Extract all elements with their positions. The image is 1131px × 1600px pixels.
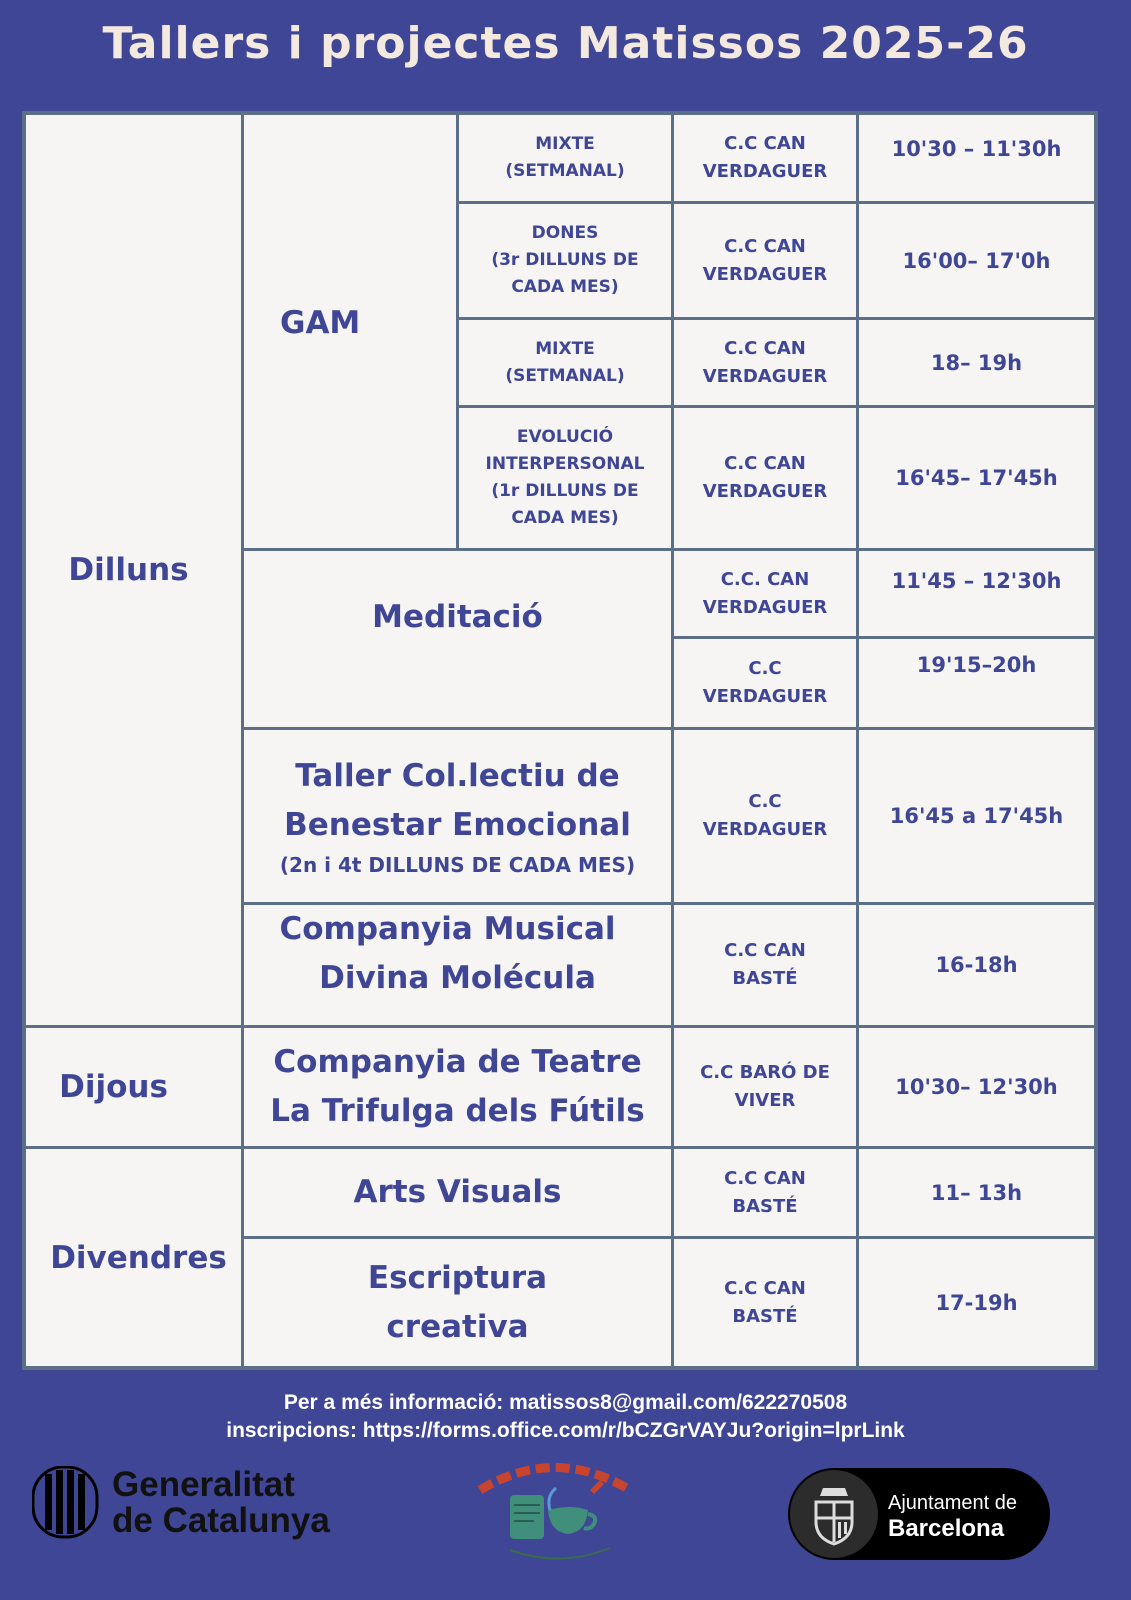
time-label: 11'45 – 12'30h [891, 569, 1062, 593]
venue-line: VERDAGUER [702, 481, 828, 502]
gam-time-1 [859, 115, 1094, 201]
activity-gam [244, 115, 456, 548]
venue-line: VERDAGUER [702, 263, 828, 285]
activity-arts-visuals [244, 1149, 671, 1236]
schedule-table [22, 111, 1098, 1370]
time-label: 18– 19h [930, 350, 1023, 375]
barcelona-shield-icon [788, 1468, 878, 1560]
time-label: 19'15–20h [916, 653, 1037, 677]
day-label: Dilluns [68, 552, 189, 588]
gam-group-4 [459, 408, 671, 548]
group-line: MIXTE [535, 134, 595, 154]
venue-line: BASTÉ [732, 1195, 798, 1217]
gam-group-1 [459, 115, 671, 201]
gam-venue-1 [674, 115, 856, 201]
gam-time-2 [859, 204, 1094, 317]
ajuntament-logo [788, 1468, 1050, 1560]
venue-line: C.C CAN [724, 1167, 806, 1189]
musical-venue [674, 905, 856, 1025]
activity-label: GAM [280, 305, 361, 341]
group-line: (1r DILLUNS DE [491, 481, 639, 501]
generalitat-line: de Catalunya [112, 1501, 330, 1540]
venue-line: C.C CAN [724, 235, 806, 257]
time-label: 10'30– 12'30h [895, 1075, 1058, 1099]
activity-label: Meditació [372, 599, 543, 635]
group-line: CADA MES) [511, 277, 619, 297]
gam-group-2 [459, 204, 671, 317]
day-monday [26, 115, 241, 1025]
venue-line: VIVER [734, 1090, 796, 1111]
activity-meditacio [244, 551, 671, 727]
group-line: MIXTE [535, 338, 595, 359]
venue-line: C.C CAN [724, 133, 806, 154]
time-label: 16'00– 17'0h [902, 248, 1051, 273]
group-line: (SETMANAL) [505, 365, 625, 386]
generalitat-name [112, 1467, 330, 1539]
venue-line: VERDAGUER [702, 686, 828, 707]
venue-line: C.C. CAN [720, 568, 810, 590]
time-label: 16'45 a 17'45h [889, 804, 1064, 828]
musical-time [859, 905, 1094, 1025]
venue-line: VERDAGUER [702, 596, 828, 618]
info-inscripcions[interactable]: inscripcions: https://forms.office.com/r/bCZGrVAYJu?origin=lprLink [226, 1419, 905, 1442]
day-label: Dijous [59, 1069, 168, 1105]
group-line: EVOLUCIÓ [516, 427, 614, 447]
generalitat-logo [32, 1463, 362, 1543]
day-friday [26, 1149, 241, 1366]
time-label: 16-18h [935, 953, 1018, 977]
time-label: 17-19h [935, 1290, 1018, 1315]
generalitat-line: Generalitat [112, 1465, 295, 1504]
teatre-time [859, 1028, 1094, 1146]
group-line: INTERPERSONAL [485, 454, 645, 474]
senyera-shield-icon [32, 1466, 102, 1540]
gam-venue-2 [674, 204, 856, 317]
teatre-venue [674, 1028, 856, 1146]
activity-label: Companyia Musical [279, 911, 616, 947]
gam-time-3 [859, 320, 1094, 405]
taller-venue [674, 730, 856, 902]
activity-label: Escriptura [367, 1259, 548, 1296]
info-contact: Per a més informació: matissos8@gmail.com/622270508 [283, 1391, 848, 1414]
group-line: DONES [531, 223, 599, 243]
venue-line: BASTÉ [732, 968, 798, 989]
gam-venue-4 [674, 408, 856, 548]
arts-venue [674, 1149, 856, 1236]
activity-taller-collectiu [244, 730, 671, 902]
taller-time [859, 730, 1094, 902]
escriptura-time [859, 1239, 1094, 1366]
activity-label: Benestar Emocional [284, 807, 631, 843]
activity-label: creativa [386, 1308, 529, 1345]
activity-companyia-musical [244, 905, 671, 1025]
ajuntament-line: Ajuntament de [888, 1492, 1017, 1514]
arts-time [859, 1149, 1094, 1236]
activity-label: Taller Col.lectiu de [295, 758, 620, 794]
time-label: 10'30 – 11'30h [891, 137, 1062, 161]
meditacio-venue-2 [674, 639, 856, 727]
group-line: (SETMANAL) [505, 161, 625, 181]
meditacio-venue-1 [674, 551, 856, 636]
time-label: 16'45– 17'45h [895, 466, 1058, 490]
activity-companyia-teatre [244, 1028, 671, 1146]
venue-line: C.C CAN [724, 337, 806, 359]
gam-time-4 [859, 408, 1094, 548]
gam-group-3 [459, 320, 671, 405]
activity-label: Arts Visuals [353, 1174, 562, 1210]
venue-line: VERDAGUER [702, 819, 828, 840]
activity-label: La Trifulga dels Fútils [270, 1093, 645, 1129]
venue-line: C.C CAN [724, 453, 806, 474]
day-label: Divendres [50, 1239, 227, 1276]
ajuntament-name [888, 1490, 1017, 1542]
ajuntament-line: Barcelona [888, 1515, 1005, 1542]
venue-line: VERDAGUER [702, 161, 828, 182]
page-title: Tallers i projectes Matissos 2025-26 [102, 18, 1029, 69]
venue-line: C.C [748, 791, 782, 812]
activity-label: Companyia de Teatre [273, 1044, 642, 1080]
group-line: (3r DILLUNS DE [491, 250, 639, 270]
activity-label: Divina Molécula [319, 960, 596, 996]
venue-line: VERDAGUER [702, 365, 828, 387]
gam-venue-3 [674, 320, 856, 405]
venue-line: BASTÉ [732, 1305, 798, 1327]
venue-line: C.C [748, 658, 782, 679]
day-thursday [26, 1028, 241, 1146]
meditacio-time-2 [859, 639, 1094, 727]
time-label: 11– 13h [930, 1180, 1023, 1205]
escriptura-venue [674, 1239, 856, 1366]
venue-line: C.C CAN [724, 940, 806, 961]
venue-line: C.C CAN [724, 1277, 806, 1299]
meditacio-time-1 [859, 551, 1094, 636]
venue-line: C.C BARÓ DE [700, 1062, 830, 1083]
activity-escriptura-creativa [244, 1239, 671, 1366]
activity-note: (2n i 4t DILLUNS DE CADA MES) [279, 853, 636, 877]
group-line: CADA MES) [511, 508, 619, 528]
matissos-logo-icon [470, 1450, 640, 1568]
